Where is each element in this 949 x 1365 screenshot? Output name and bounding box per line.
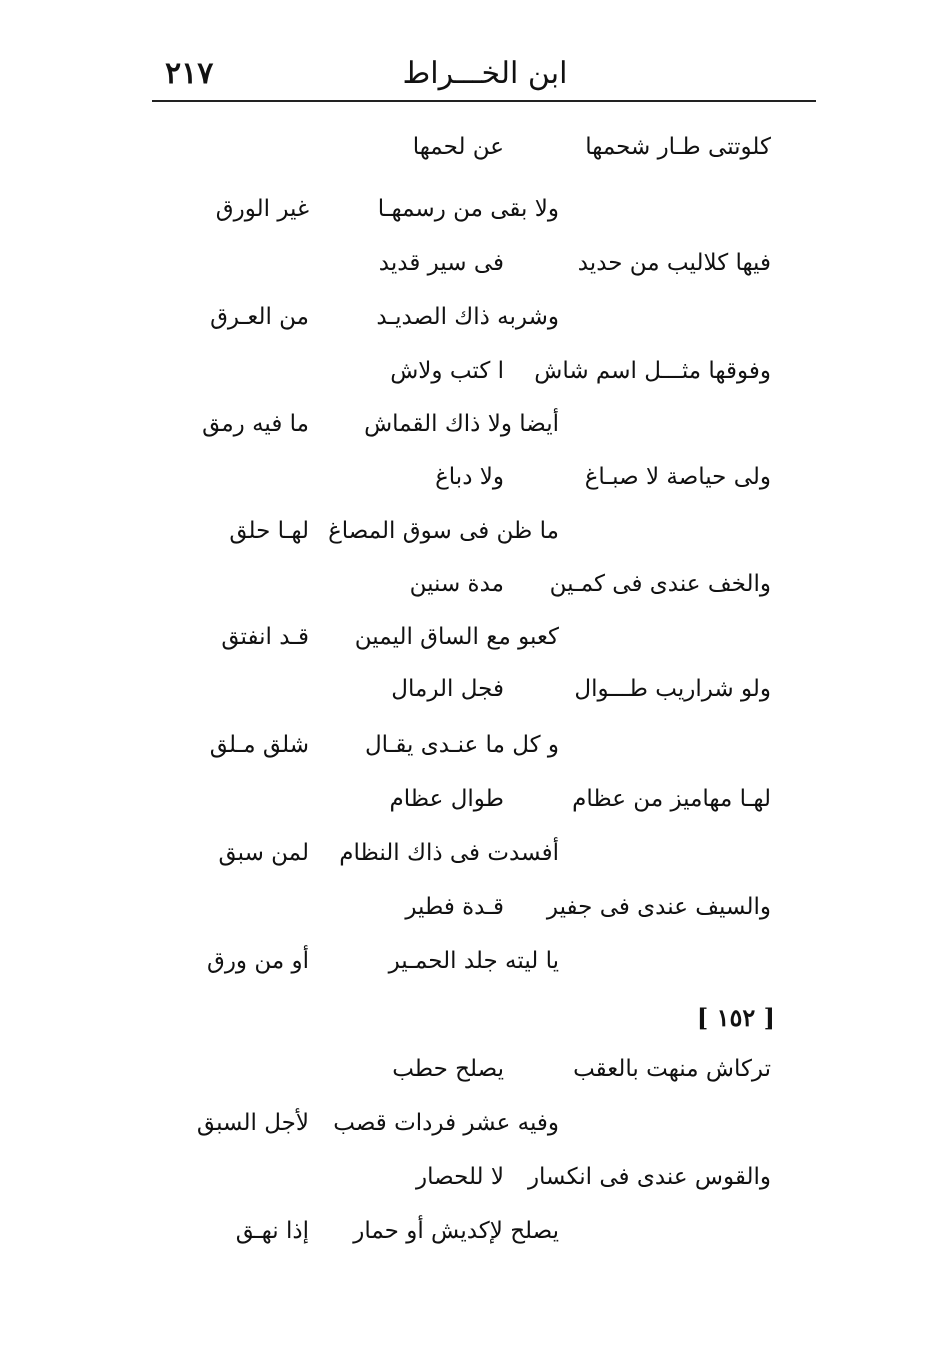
section-marker: [ ١٥٢ ]	[696, 1003, 775, 1032]
page-header	[155, 56, 815, 92]
verse-second-hemistich: إذا نهـق	[235, 1218, 309, 1244]
verse-first-hemistich: كلوتتى طـار شحمها	[585, 134, 771, 160]
page-number: ٢١٧	[165, 56, 214, 91]
verse-first-hemistich: ما ظن فى سوق المصاغ	[328, 518, 559, 544]
verse-first-hemistich: أيضا ولا ذاك القماش	[364, 411, 559, 437]
verse-first-hemistich: ولو شراريب طـــوال	[574, 676, 771, 702]
verse-second-hemistich: فى سير قديد	[378, 250, 504, 276]
verse-second-hemistich: قـد انفتق	[221, 624, 309, 650]
verse-first-hemistich: يصلح لإكديش أو حمار	[353, 1218, 559, 1244]
verse-second-hemistich: ا كتب ولاش	[390, 358, 504, 384]
verse-first-hemistich: وفوقها مثـــل اسم شاش	[534, 358, 771, 384]
verse-first-hemistich: يا ليته جلد الحمـير	[388, 948, 559, 974]
verse-second-hemistich: يصلح حطب	[392, 1056, 504, 1082]
verse-first-hemistich: لهـا مهاميز من عظام	[572, 786, 771, 812]
verse-first-hemistich: كعبو مع الساق اليمين	[354, 624, 559, 650]
verse-first-hemistich: والسيف عندى فى جفير	[546, 894, 771, 920]
verse-second-hemistich: فجل الرمال	[391, 676, 504, 702]
verse-first-hemistich: فيها كلاليب من حديد	[577, 250, 771, 276]
verse-second-hemistich: أو من ورق	[206, 948, 309, 974]
verse-first-hemistich: وشربه ذاك الصديـد	[376, 304, 559, 330]
header-rule	[152, 100, 816, 102]
verse-first-hemistich: ولا بقى من رسمهـا	[377, 196, 559, 222]
verse-second-hemistich: ولا دباغ	[435, 464, 504, 490]
verse-first-hemistich: وفيه عشر فردات قصب	[333, 1110, 559, 1136]
verse-second-hemistich: لا للحصار	[416, 1164, 504, 1190]
verse-second-hemistich: مدة سنين	[409, 571, 504, 597]
verse-second-hemistich: لأجل السبق	[196, 1110, 309, 1136]
verse-second-hemistich: لمن سبق	[218, 840, 309, 866]
verse-first-hemistich: والخف عندى فى كمـين	[549, 571, 771, 597]
verse-first-hemistich: و كل ما عنـدى يقـال	[364, 732, 559, 758]
verse-second-hemistich: قـدة فطير	[405, 894, 504, 920]
verse-second-hemistich: من العـرق	[210, 304, 309, 330]
verse-first-hemistich: والقوس عندى فى انكسار	[527, 1164, 771, 1190]
verse-second-hemistich: طوال عظام	[389, 786, 504, 812]
verse-second-hemistich: ما فيه رمق	[202, 411, 309, 437]
verse-first-hemistich: تركاش منهت بالعقب	[573, 1056, 771, 1082]
verse-second-hemistich: غير الورق	[215, 196, 309, 222]
verse-second-hemistich: عن لحمها	[412, 134, 504, 160]
verse-first-hemistich: ولى حياصة لا صبـاغ	[584, 464, 771, 490]
verse-second-hemistich: لهـا حلق	[229, 518, 309, 544]
verse-second-hemistich: شلق مـلق	[209, 732, 309, 758]
running-title: ابن الخـــراط	[402, 56, 568, 91]
verse-first-hemistich: أفسدت فى ذاك النظام	[339, 840, 559, 866]
